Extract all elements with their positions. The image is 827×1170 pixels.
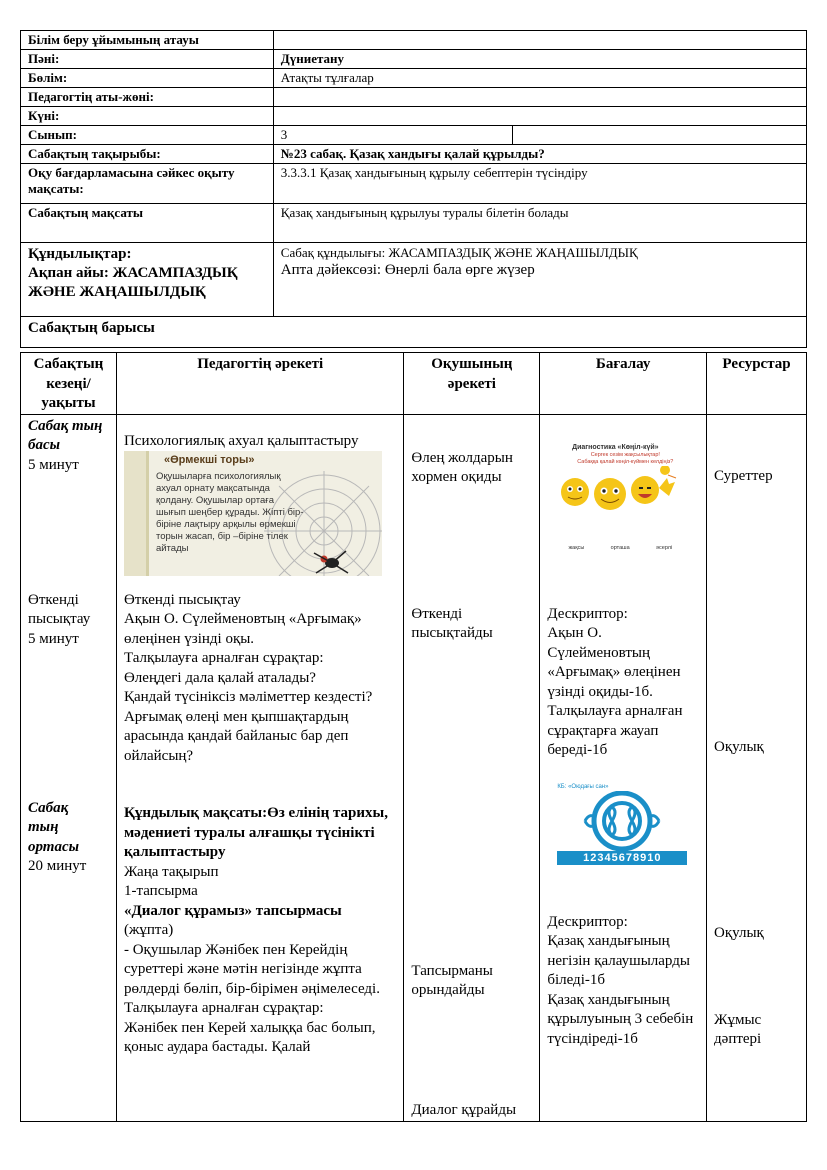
col-resources: Ресурстар — [707, 353, 807, 415]
stage-middle-title: Сабақ тың ортасы — [28, 799, 80, 855]
goal-value: Қазақ хандығының құрылуы туралы білетін болады — [273, 204, 806, 243]
web-image-text: Оқушыларға психологиялық ахуал орнату мақсатында қолдану. Оқушылар ортаға шығып шеңбер құрады. Жіпті бір-біріне лақтыру арқылы өрмекші торын жасап, бір –біріне тілек айтады — [155, 470, 304, 554]
date-label: Күні: — [21, 107, 274, 126]
teacher-value — [273, 88, 806, 107]
smiley-faces-icon — [555, 466, 685, 524]
progress-label: Сабақтың барысы — [21, 317, 807, 348]
lesson-info-table — [20, 30, 807, 348]
student-action-2: Өткенді пысықтайды — [411, 605, 493, 641]
stage-review-title: Өткенді пысықтау — [28, 591, 91, 627]
goal-label: Сабақтың мақсаты — [21, 204, 274, 243]
col-assessment: Бағалау — [540, 353, 707, 415]
descriptor-1-label: Дескриптор: — [547, 605, 628, 622]
task-text: - Оқушылар Жәнібек пен Керейдің суреттері және мәтін негізінде жұпта рөлдерді бөліп, бір-бірімен әңімелеседі. — [123, 941, 380, 997]
review-question-1: Өлеңдегі дала қалай аталады? — [123, 669, 316, 686]
topic-label: Сабақтың тақырыбы: — [21, 145, 274, 164]
new-topic: Жаңа тақырып — [123, 863, 219, 880]
descriptor-1-text: Ақын О. Сүлейменовтың «Арғымақ» өлеңінен үзінді оқиды-1б. — [547, 625, 681, 700]
values-value — [273, 243, 806, 317]
review-questions-label: Талқылауға арналған сұрақтар: — [123, 650, 324, 666]
resource-4: Жұмыс дәптері — [714, 1011, 762, 1047]
col-stage: Сабақтың кезеңі/ уақыты — [21, 353, 117, 415]
student-action-4: Диалог құрайды — [411, 1101, 517, 1118]
org-label: Білім беру ұйымының атауы — [21, 31, 274, 50]
class-extra — [513, 126, 807, 145]
task-number: 1-тапсырма — [123, 883, 198, 899]
smile-label-3: әсерлі — [655, 544, 673, 551]
smile-label-2: орташа — [610, 544, 630, 551]
topic-value: №23 сабақ. Қазақ хандығы қалай құрылды? — [273, 145, 806, 164]
student-action-3: Тапсырманы орындайды — [411, 962, 493, 998]
descriptor-2-label: Дескриптор: — [547, 913, 628, 930]
spider-web-image — [124, 451, 382, 576]
review-question-3: Арғымақ өлеңі мен қыпшақтардың арасында қандай байланыс бар деп ойлайсың? — [123, 708, 349, 764]
psych-heading: Психологиялық ахуал қалыптастыру — [123, 432, 359, 449]
class-label: Сынып: — [21, 126, 274, 145]
kazakh-ornament-icon — [557, 791, 687, 851]
lesson-progress-table — [20, 352, 807, 1122]
web-image-title: «Өрмекші торы» — [163, 453, 255, 466]
resources-cell — [707, 414, 807, 1121]
col-student: Оқушының әрекеті — [404, 353, 540, 415]
values-label-1: Құндылықтар: — [28, 246, 132, 262]
stage-review-time: 5 минут — [28, 630, 79, 647]
assessment-cell — [540, 414, 707, 1121]
objective-label: Оқу бағдарламасына сәйкес оқыту мақсаты: — [21, 164, 274, 204]
descriptor-2-text-2: Қазақ хандығының құрылуының 3 себебін түсіндіреді-1б — [547, 991, 694, 1047]
task-question-1: Жәнібек пен Керей халыққа бас болып, қоныс аудара бастады. Қалай — [123, 1019, 376, 1055]
task-mode: (жұпта) — [123, 922, 174, 938]
descriptor-1-text-2: Талқылауға арналған сұрақтарға жауап береді-1б — [547, 703, 683, 758]
review-question-2: Қандай түсініксіз мәліметтер кездесті? — [123, 689, 373, 705]
resource-3: Оқулық — [714, 924, 764, 941]
numbers-bar: 12345678910 — [557, 851, 687, 865]
resource-1: Суреттер — [714, 467, 773, 484]
stage-middle-time: 20 минут — [28, 858, 87, 874]
student-cell — [404, 414, 540, 1121]
stage-start-title: Сабақ тың басы — [28, 417, 103, 453]
col-teacher: Педагогтің әрекеті — [116, 353, 403, 415]
subject-label: Пәні: — [21, 50, 274, 69]
review-text: Ақын О. Сүлейменовтың «Арғымақ» өлеңінен үзінді оқы. — [123, 611, 362, 647]
resource-2: Оқулық — [714, 738, 764, 755]
ornament-numbers-image — [557, 783, 687, 871]
teacher-cell — [116, 414, 403, 1121]
diag-sub-2: Сабаққа қалай көңіл-күймен келдіңіз? — [577, 458, 674, 465]
subject-value: Дүниетану — [273, 50, 806, 69]
value-goal: Құндылық мақсаты:Өз елінің тарихы, мәдениеті туралы алғашқы түсінікті қалыптастыру — [123, 805, 388, 860]
ornament-caption: КБ: «Оюдағы сан» — [557, 783, 609, 790]
stage-start-time: 5 минут — [28, 456, 79, 473]
task-title: «Диалог құрамыз» тапсырмасы — [123, 902, 342, 919]
smile-label-1: жақсы — [568, 544, 585, 551]
stage-cell — [21, 414, 117, 1121]
section-value: Атақты тұлғалар — [273, 69, 806, 88]
diag-sub: Сергек сезім жақсылықтар! — [590, 451, 660, 458]
student-action-1: Өлең жолдарын хормен оқиды — [411, 449, 513, 485]
task-questions-label: Талқылауға арналған сұрақтар: — [123, 1000, 324, 1016]
diag-title: Диагностика «Көңіл-күй» — [572, 443, 659, 451]
values-value-1: Сабақ құндылығы: ЖАСАМПАЗДЫҚ ЖӘНЕ ЖАҢАШЫЛДЫҚ — [280, 245, 638, 260]
review-heading: Өткенді пысықтау — [123, 591, 241, 608]
date-value — [273, 107, 806, 126]
values-label-2: Ақпан айы: ЖАСАМПАЗДЫҚ ЖӘНЕ ЖАҢАШЫЛДЫҚ — [28, 265, 238, 300]
diagnostics-image — [555, 443, 695, 553]
values-label — [21, 243, 274, 317]
org-value — [273, 31, 806, 50]
section-label: Бөлім: — [21, 69, 274, 88]
class-value: 3 — [273, 126, 513, 145]
descriptor-2-text: Қазақ хандығының негізін қалаушыларды біледі-1б — [547, 933, 690, 988]
objective-value: 3.3.3.1 Қазақ хандығының құрылу себептерін түсіндіру — [273, 164, 806, 204]
teacher-label: Педагогтің аты-жөні: — [21, 88, 274, 107]
values-value-2: Апта дәйексөзі: Өнерлі бала өрге жүзер — [280, 262, 535, 278]
